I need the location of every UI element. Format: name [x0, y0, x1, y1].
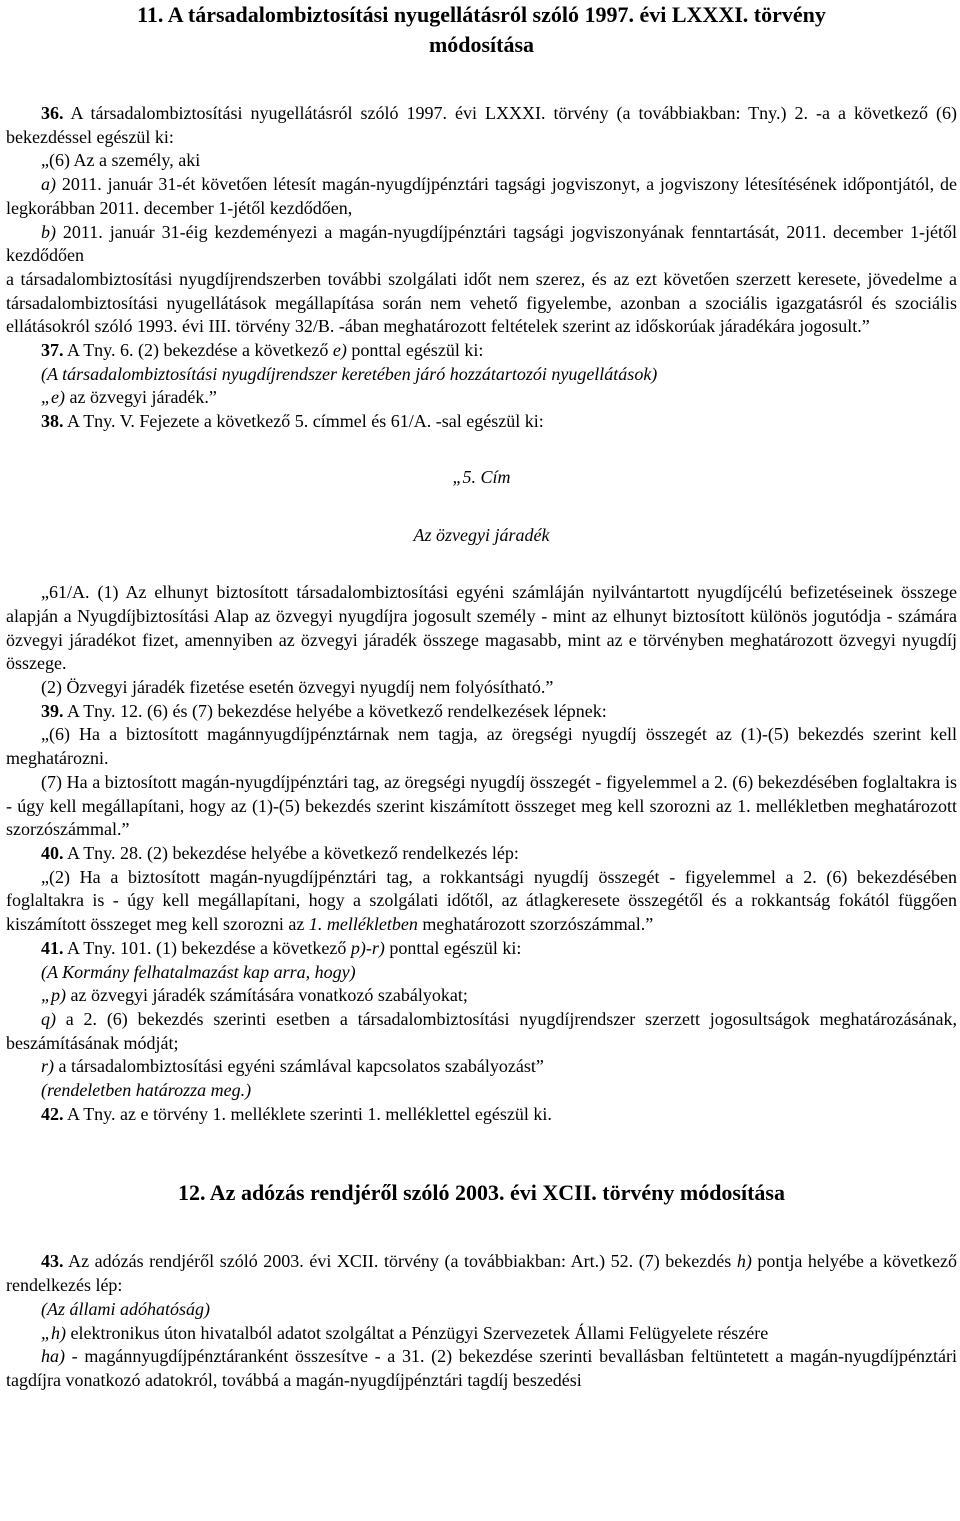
point-label: a) — [41, 174, 56, 195]
paragraph-number: 37. — [41, 340, 64, 361]
paragraph-text: pontja helyébe a következő rendelkezés lép: — [6, 1251, 957, 1296]
point-text: - magánnyugdíjpénztáranként összesítve - a 31. (2) bekezdése szerinti bevallásban feltüntetett a magán-nyugdíjpénztári tagdíjra vonatkozó adatokról, továbbá a magán-nyugdíjpénztári tagdíj beszedési — [6, 1346, 957, 1390]
point-label: „e) — [41, 387, 65, 408]
subsection-7: (7) Ha a biztosított magán-nyugdíjpénztári tag, az öregségi nyugdíj összegét - figyelemmel a 2. (6) bekezdésében foglaltakra is - úgy kell megállapítani, hogy az (1)-(5) bekezdés szerint kiszámított összeget meg kell szorozni az 1. mellékletben meghatározott szorzószámmal.” — [6, 771, 957, 840]
point-label: „h) — [41, 1322, 67, 1343]
paragraph-38 — [6, 410, 957, 700]
cim-number: „5. Cím — [452, 466, 511, 487]
subsection-2: „(2) Ha a biztosított magán-nyugdíjpénztári tag, a rokkantsági nyugdíj összegét - figyelemmel a 2. (6) bekezdésében foglaltakra is - úgy kell megállapítani, hogy a szolgálati időtől, az átlagkeresete összegétől és a rokkantság fokától függően kiszámított összeget meg kell szorozni az — [6, 866, 957, 935]
paragraph-37 — [6, 339, 957, 410]
paragraph-number: 43. — [41, 1251, 64, 1272]
point-label: b) — [41, 221, 56, 242]
paragraph-42 — [6, 1103, 957, 1127]
section-11-title-line1: 11. A társadalombiztosítási nyugellátásról szóló 1997. évi LXXXI. törvény — [137, 2, 826, 27]
cim-title: Az özvegyi járadék — [413, 524, 550, 545]
paragraph-text: A Tny. V. Fejezete a következő 5. címmel és 61/A. -sal egészül ki: — [63, 411, 544, 432]
section-11-title — [6, 0, 957, 60]
paragraph-text: a társadalombiztosítási nyugdíjrendszerben további szolgálati időt nem szerez, és az ezt követően szerzett keresete, jövedelme a társadalombiztosítási nyugellátások megállapítása során nem vehető figyelembe, azonban a szociális igazgatásról és szociális ellátásokról szóló 1993. évi III. törvény 32/B. -ában meghatározott feltételek szerint az időskorúak járadékára jogosult.” — [6, 268, 957, 337]
paragraph-number: 36. — [41, 103, 64, 123]
point-label: e) — [332, 340, 347, 361]
point-text: a társadalombiztosítási egyéni számlával kapcsolatos szabályozást” — [54, 1056, 544, 1077]
paragraph-text: A Tny. 12. (6) és (7) bekezdése helyébe a következő rendelkezések lépnek: — [63, 700, 607, 721]
italic-heading: (A társadalombiztosítási nyugdíjrendszer keretében járó hozzátartozói nyugellátások) — [41, 363, 658, 384]
paragraph-text: A Tny. az e törvény 1. melléklete szerinti 1. melléklettel egészül ki. — [63, 1103, 552, 1124]
italic-heading: (A Kormány felhatalmazást kap arra, hogy) — [41, 961, 356, 982]
point-label: r) — [41, 1056, 54, 1077]
paragraph-36 — [6, 102, 957, 339]
point-label: „p) — [41, 985, 67, 1006]
paragraph-39 — [6, 700, 957, 842]
paragraph-text: A Tny. 101. (1) bekezdése a következő — [63, 937, 351, 958]
paragraph-43 — [6, 1250, 957, 1392]
paragraph-41 — [6, 937, 957, 1103]
italic-reference: 1. mellékletben — [308, 914, 418, 935]
section-61a-para2: (2) Özvegyi járadék fizetése esetén özvegyi nyugdíj nem folyósítható.” — [41, 677, 554, 698]
point-label: ha) — [41, 1346, 65, 1367]
quote-line: „(6) Az a személy, aki — [41, 150, 201, 171]
subsection-6: „(6) Ha a biztosított magánnyugdíjpénztárnak nem tagja, az öregségi nyugdíj összegét az (1)-(5) bekezdés szerint kell meghatározni. — [6, 724, 957, 769]
point-text: az özvegyi járadék számítására vonatkozó szabályokat; — [66, 985, 468, 1006]
section-61a-text: „61/A. (1) Az elhunyt biztosított társadalombiztosítási egyéni számláján nyilvántartott nyugdíjcélú befizetéseinek összege alapján a Nyugdíjbiztosítási Alap az özvegyi nyugdíjra jogosult személy - mint az elhunyt biztosított különös jogutódja - számára özvegyi járadékot fizet, amennyiben az özvegyi járadék összege magasabb, mint az e törvényben meghatározott özvegyi nyugdíj összege. — [6, 582, 957, 674]
paragraph-text: A Tny. 6. (2) bekezdése a következő — [63, 340, 333, 361]
paragraph-number: 38. — [41, 411, 64, 432]
point-text: az özvegyi járadék.” — [65, 387, 217, 408]
point-text: 2011. január 31-ét követően létesít magán-nyugdíjpénztári tagsági jogviszonyt, a jogviszony létesítésének időpontjától, de legkorábban 2011. december 1-jétől kezdődően, — [6, 174, 957, 218]
point-label: p)-r) — [350, 937, 385, 958]
paragraph-40 — [6, 842, 957, 937]
paragraph-text: Az adózás rendjéről szóló 2003. évi XCII. törvény (a továbbiakban: Art.) 52. (7) bekezdés — [63, 1251, 737, 1272]
point-text: a 2. (6) bekezdés szerinti esetben a társadalombiztosítási nyugdíjrendszer szerzett jogosultságok meghatározásának, beszámításának módját; — [6, 1008, 957, 1053]
paragraph-number: 41. — [41, 937, 64, 958]
italic-closing: (rendeletben határozza meg.) — [41, 1080, 252, 1101]
paragraph-text: ponttal egészül ki: — [346, 340, 484, 361]
paragraph-number: 42. — [41, 1103, 64, 1124]
paragraph-text: A társadalombiztosítási nyugellátásról szóló 1997. évi LXXXI. törvény (a továbbiakban: Tny.) 2. -a a következő (6) bekezdéssel egészül ki: — [6, 103, 957, 147]
paragraph-text: ponttal egészül ki: — [384, 937, 522, 958]
paragraph-number: 40. — [41, 842, 64, 863]
point-label: q) — [41, 1008, 56, 1029]
paragraph-text: A Tny. 28. (2) bekezdése helyébe a következő rendelkezés lép: — [63, 842, 519, 863]
italic-heading: (Az állami adóhatóság) — [41, 1298, 210, 1319]
document-page — [6, 0, 957, 1393]
point-text: 2011. január 31-éig kezdeményezi a magán-nyugdíjpénztári tagsági jogviszonyának fenntartását, 2011. december 1-jétől kezdődően — [6, 221, 957, 266]
point-text: elektronikus úton hivatalból adatot szolgáltat a Pénzügyi Szervezetek Állami Felügyelete részére — [66, 1322, 769, 1343]
section-11-title-line2: módosítása — [428, 32, 535, 57]
paragraph-number: 39. — [41, 700, 64, 721]
section-12-title: 12. Az adózás rendjéről szóló 2003. évi XCII. törvény módosítása — [178, 1180, 785, 1206]
point-label: h) — [736, 1251, 752, 1272]
subsection-2-end: meghatározott szorzószámmal.” — [417, 914, 654, 935]
